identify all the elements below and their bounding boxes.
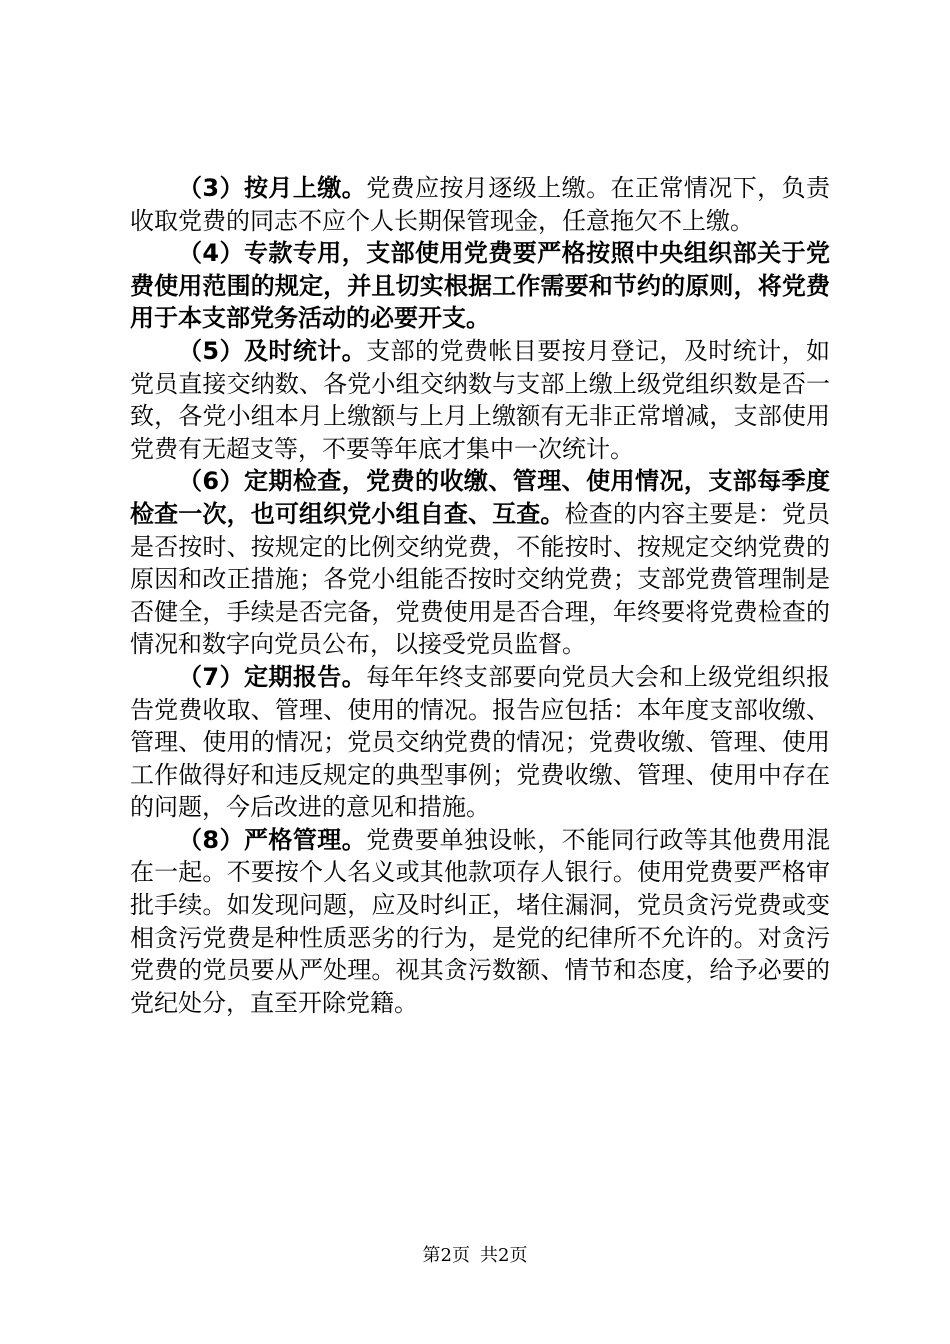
paragraph-3 [130,172,830,237]
paragraph-6 [130,465,830,661]
paragraph-8 [130,824,830,1020]
paragraph-7 [130,661,830,824]
paragraph-lead: （6）定期检查，党费的收缴、管理、使用情况，支部每季度检查一次，也可组织党小组自查、互查。 [130,467,830,528]
paragraph-text: 支部的党费帐目要按月登记，及时统计，如党员直接交纳数、各党小组交纳数与支部上缴上级党组织数是否一致，各党小组本月上缴额与上月上缴额有无非正常增减，支部使用党费有无超支等，不要等年底才集中一次统计。 [130,336,831,463]
paragraph-lead: （7）定期报告。 [178,662,367,691]
page-total: 共2页 [480,1245,528,1266]
paragraph-lead: （8）严格管理。 [178,825,367,854]
paragraph-lead: （5）及时统计。 [178,336,367,365]
paragraph-4 [130,237,830,335]
paragraph-lead: （4）专款专用，支部使用党费要严格按照中央组织部关于党费使用范围的规定，并且切实根据工作需要和节约的原则，将党费用于本支部党务活动的必要开支。 [130,239,830,333]
paragraph-text: 检查的内容主要是：党员是否按时、按规定的比例交纳党费，不能按时、按规定交纳党费的原因和改正措施；各党小组能否按时交纳党费；支部党费管理制是否健全，手续是否完备，党费使用是否合理，年终要将党费检查的情况和数字向党员公布，以接受党员监督。 [130,499,831,659]
paragraph-text: 党费要单独设帐，不能同行政等其他费用混在一起。不要按个人名义或其他款项存人银行。使用党费要严格审批手续。如发现问题，应及时纠正，堵住漏洞，党员贪污党费或变相贪污党费是种性质恶劣的行为，是党的纪律所不允许的。对贪污党费的党员要从严处理。视其贪污数额、情节和态度，给予必要的党纪处分，直至开除党籍。 [130,825,831,1017]
paragraph-text: 党费应按月逐级上缴。在正常情况下，负责收取党费的同志不应个人长期保管现金，任意拖欠不上缴。 [130,174,831,235]
paragraph-lead: （3）按月上缴。 [178,174,367,202]
page-footer [0,1244,950,1268]
paragraph-5 [130,335,830,465]
paragraph-text: 每年年终支部要向党员大会和上级党组织报告党费收取、管理、使用的情况。报告应包括：本年度支部收缴、管理、使用的情况；党员交纳党费的情况；党费收缴、管理、使用工作做得好和违反规定的典型事例；党费收缴、管理、使用中存在的问题，今后改进的意见和措施。 [130,662,831,822]
document-body [130,172,830,1019]
page-number: 第2页 [422,1245,470,1266]
